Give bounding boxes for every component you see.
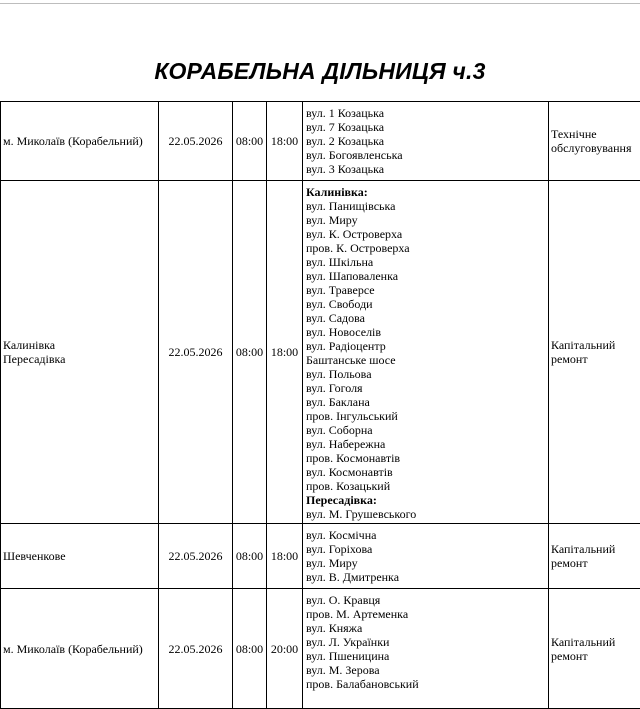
location-name: Пересадівка	[3, 352, 156, 366]
table-row	[1, 102, 640, 181]
location-name: Шевченкове	[3, 549, 156, 563]
work-type-cell	[549, 524, 640, 589]
street-name: вул. Космічна	[306, 528, 545, 542]
street-name: вул. 2 Козацька	[306, 134, 545, 148]
street-name: вул. 3 Козацька	[306, 162, 545, 176]
streets-cell	[303, 589, 549, 709]
street-name: вул. Миру	[306, 556, 545, 570]
table-row	[1, 524, 640, 589]
street-name: пров. К. Островерха	[306, 241, 545, 255]
location-cell	[1, 102, 159, 181]
street-name: вул. Пшеницина	[306, 649, 545, 663]
street-name: вул. О. Кравця	[306, 593, 545, 607]
street-name: пров. Козацький	[306, 479, 545, 493]
table-row	[1, 181, 640, 524]
street-name: вул. К. Островерха	[306, 227, 545, 241]
work-type-text: ремонт	[551, 649, 640, 663]
street-name: вул. Горіхова	[306, 542, 545, 556]
work-type-text: ремонт	[551, 556, 640, 570]
street-name: пров. Інгульський	[306, 409, 545, 423]
location-name: м. Миколаїв (Корабельний)	[3, 134, 156, 148]
street-name: вул. 7 Козацька	[306, 120, 545, 134]
street-name: пров. Космонавтів	[306, 451, 545, 465]
street-name: вул. М. Грушевського	[306, 507, 545, 521]
street-name: вул. Шкільна	[306, 255, 545, 269]
work-type-text: Капітальний	[551, 542, 640, 556]
date-cell: 22.05.2026	[159, 102, 233, 181]
start-time-cell: 08:00	[233, 181, 267, 524]
street-name: вул. Миру	[306, 213, 545, 227]
street-name: вул. Княжа	[306, 621, 545, 635]
street-name: вул. Соборна	[306, 423, 545, 437]
start-time-cell: 08:00	[233, 102, 267, 181]
street-name: вул. Баклана	[306, 395, 545, 409]
street-name: вул. Набережна	[306, 437, 545, 451]
street-name: вул. Новоселів	[306, 325, 545, 339]
table-row	[1, 589, 640, 709]
location-name: Калинівка	[3, 338, 156, 352]
street-name: вул. В. Дмитренка	[306, 570, 545, 584]
location-cell	[1, 181, 159, 524]
street-name: вул. М. Зерова	[306, 663, 545, 677]
street-name: вул. Панищівська	[306, 199, 545, 213]
settlement-heading: Пересадівка:	[306, 493, 545, 507]
location-cell	[1, 524, 159, 589]
work-type-cell	[549, 102, 640, 181]
location-name: м. Миколаїв (Корабельний)	[3, 642, 156, 656]
work-type-text: Капітальний	[551, 635, 640, 649]
outage-schedule-table	[0, 101, 640, 709]
street-name: вул. 1 Козацька	[306, 106, 545, 120]
street-name: вул. Траверсе	[306, 283, 545, 297]
street-name: пров. М. Артеменка	[306, 607, 545, 621]
street-name: вул. Садова	[306, 311, 545, 325]
end-time-cell: 20:00	[267, 589, 303, 709]
streets-cell	[303, 181, 549, 524]
date-cell: 22.05.2026	[159, 181, 233, 524]
work-type-text: обслуговування	[551, 141, 640, 155]
end-time-cell: 18:00	[267, 102, 303, 181]
end-time-cell: 18:00	[267, 524, 303, 589]
street-name: вул. Шаповаленка	[306, 269, 545, 283]
work-type-text: Технічне	[551, 127, 640, 141]
streets-cell	[303, 102, 549, 181]
streets-cell	[303, 524, 549, 589]
street-name: вул. Космонавтів	[306, 465, 545, 479]
work-type-text: Капітальний	[551, 338, 640, 352]
top-divider	[0, 3, 640, 4]
start-time-cell: 08:00	[233, 524, 267, 589]
date-cell: 22.05.2026	[159, 524, 233, 589]
street-name: пров. Балабановський	[306, 677, 545, 691]
street-name: вул. Богоявленська	[306, 148, 545, 162]
street-name: вул. Л. Українки	[306, 635, 545, 649]
page-title: КОРАБЕЛЬНА ДІЛЬНИЦЯ ч.3	[0, 58, 640, 85]
street-name: вул. Польова	[306, 367, 545, 381]
street-name: вул. Свободи	[306, 297, 545, 311]
end-time-cell: 18:00	[267, 181, 303, 524]
street-name: Баштанське шосе	[306, 353, 545, 367]
work-type-cell	[549, 181, 640, 524]
street-name: вул. Гоголя	[306, 381, 545, 395]
work-type-cell	[549, 589, 640, 709]
work-type-text: ремонт	[551, 352, 640, 366]
settlement-heading: Калинівка:	[306, 185, 545, 199]
date-cell: 22.05.2026	[159, 589, 233, 709]
start-time-cell: 08:00	[233, 589, 267, 709]
street-name: вул. Радіоцентр	[306, 339, 545, 353]
location-cell	[1, 589, 159, 709]
